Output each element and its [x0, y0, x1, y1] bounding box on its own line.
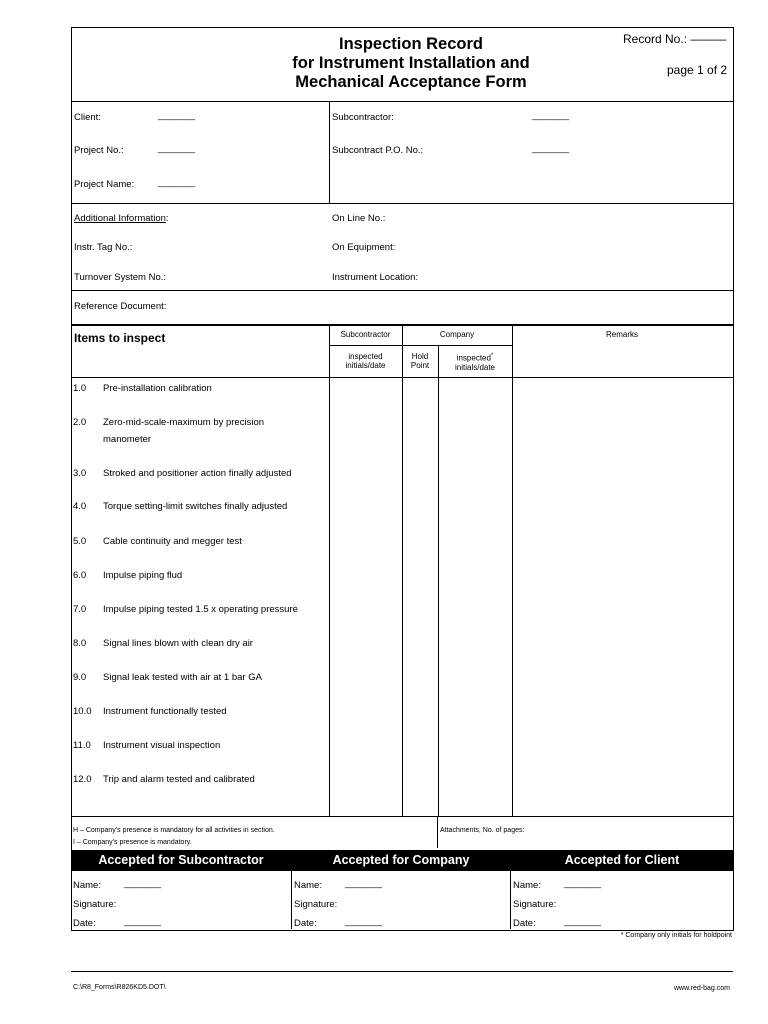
project-no-value: _______ [158, 143, 195, 154]
item-text: Pre-installation calibration [103, 383, 212, 394]
item-text: Stroked and positioner action finally adjusted [103, 468, 292, 479]
remarks-col-header: Remarks [605, 330, 638, 339]
item-row [73, 468, 86, 479]
sub-name-label: Name: [73, 880, 101, 891]
sub-date-label: Date: [73, 918, 96, 929]
note-i: I – Company's presence is mandatory. [73, 839, 192, 846]
online-no-label: On Line No.: [332, 213, 386, 224]
form-title [230, 35, 592, 92]
comp-inspected-header [438, 352, 512, 372]
instr-tag-label: Instr. Tag No.: [74, 242, 133, 253]
item-text: Torque setting-limit switches finally adjusted [103, 501, 288, 512]
record-no [623, 32, 726, 46]
subcontract-po-value: _______ [532, 143, 569, 154]
turnover-label: Turnover System No.: [74, 272, 167, 283]
item-row [73, 706, 92, 717]
comp-inspected-line1: inspected* [456, 353, 494, 363]
comp-date-value: _______ [345, 916, 382, 927]
client-date-label: Date: [513, 918, 536, 929]
item-text-continued: manometer [103, 434, 152, 445]
reference-document-label: Reference Document: [74, 301, 167, 312]
sub-inspected-line2: initials/date [345, 361, 386, 370]
item-number: 1.0 [73, 383, 87, 394]
comp-name-label: Name: [294, 880, 322, 891]
item-row [73, 774, 92, 785]
hold-point-header [402, 352, 438, 370]
item-row [73, 604, 86, 615]
subcontractor-col-header: Subcontractor [340, 330, 391, 339]
note-h: H – Company's presence is mandatory for all activities in section. [73, 827, 275, 834]
comp-date-label: Date: [294, 918, 317, 929]
subcontract-po-label: Subcontract P.O. No.: [332, 145, 424, 156]
company-initials-note: * Company only initials for holdpoint [620, 932, 732, 939]
sub-inspected-line1: inspected [348, 352, 383, 361]
item-text: Impulse piping flud [103, 570, 183, 581]
additional-info-label [74, 213, 169, 224]
comp-name-value: _______ [345, 878, 382, 889]
record-no-label: Record No.: [623, 32, 688, 46]
item-number: 2.0 [73, 417, 87, 428]
item-text: Signal lines blown with clean dry air [103, 638, 253, 649]
item-row [73, 501, 86, 512]
item-number: 6.0 [73, 570, 87, 581]
title-line-2: for Instrument Installation and [292, 54, 530, 72]
on-equipment-label: On Equipment: [332, 242, 396, 253]
accepted-client-heading: Accepted for Client [564, 853, 680, 867]
point-label: Point [410, 361, 430, 370]
project-no-label: Project No.: [74, 145, 124, 156]
client-label: Client: [74, 112, 101, 123]
project-name-value: _______ [158, 177, 195, 188]
project-name-label: Project Name: [74, 179, 135, 190]
sub-inspected-header [329, 352, 402, 370]
instrument-location-label: Instrument Location: [332, 272, 419, 283]
holdpoint-asterisk: * [490, 353, 494, 359]
accepted-company-heading: Accepted for Company [332, 853, 470, 867]
page-indicator: page 1 of 2 [667, 63, 728, 77]
company-col-header: Company [439, 330, 475, 339]
item-text: Signal leak tested with air at 1 bar GA [103, 672, 262, 683]
attachments-label: Attachments, No. of pages: [440, 827, 525, 834]
item-text: Zero-mid-scale-maximum by precision [103, 417, 265, 428]
title-line-3: Mechanical Acceptance Form [295, 73, 527, 91]
file-path: C:\R8_Forms\R826KD5.DOT\ [73, 984, 166, 991]
item-row [73, 638, 86, 649]
item-number: 11.0 [73, 740, 91, 751]
client-value: _______ [158, 110, 195, 121]
client-name-label: Name: [513, 880, 541, 891]
sub-name-value: _______ [124, 878, 161, 889]
item-text: Instrument functionally tested [103, 706, 227, 717]
client-date-value: _______ [564, 916, 601, 927]
item-number: 4.0 [73, 501, 87, 512]
item-number: 3.0 [73, 468, 87, 479]
item-number: 10.0 [73, 706, 92, 717]
acceptance-bar [71, 850, 733, 871]
subcontractor-label: Subcontractor: [332, 112, 394, 123]
item-text: Trip and alarm tested and calibrated [103, 774, 255, 785]
item-text: Cable continuity and megger test [103, 536, 242, 547]
website: www.red-bag.com [673, 985, 730, 992]
title-line-1: Inspection Record [339, 35, 483, 53]
record-no-value: ——— [690, 32, 727, 46]
comp-signature-label: Signature: [294, 899, 338, 910]
item-number: 7.0 [73, 604, 87, 615]
item-row [73, 417, 86, 428]
client-signature-label: Signature: [513, 899, 557, 910]
additional-info-colon: : [165, 213, 169, 224]
item-row [73, 570, 86, 581]
sub-date-value: _______ [124, 916, 161, 927]
sub-signature-label: Signature: [73, 899, 117, 910]
items-header: Items to inspect [74, 331, 166, 345]
item-row [73, 672, 86, 683]
item-text: Impulse piping tested 1.5 x operating pressure [103, 604, 298, 615]
item-number: 8.0 [73, 638, 87, 649]
subcontractor-value: _______ [532, 110, 569, 121]
item-row [73, 740, 91, 751]
item-number: 5.0 [73, 536, 87, 547]
accepted-subcontractor-heading: Accepted for Subcontractor [98, 853, 264, 867]
hold-label: Hold [411, 352, 429, 361]
client-name-value: _______ [564, 878, 601, 889]
item-row [73, 383, 86, 394]
item-text: Instrument visual inspection [103, 740, 221, 751]
comp-inspected-line2: initials/date [454, 362, 496, 372]
item-number: 9.0 [73, 672, 87, 683]
additional-info-text: Additional Information [74, 213, 166, 224]
item-number: 12.0 [73, 774, 92, 785]
item-row [73, 536, 86, 547]
